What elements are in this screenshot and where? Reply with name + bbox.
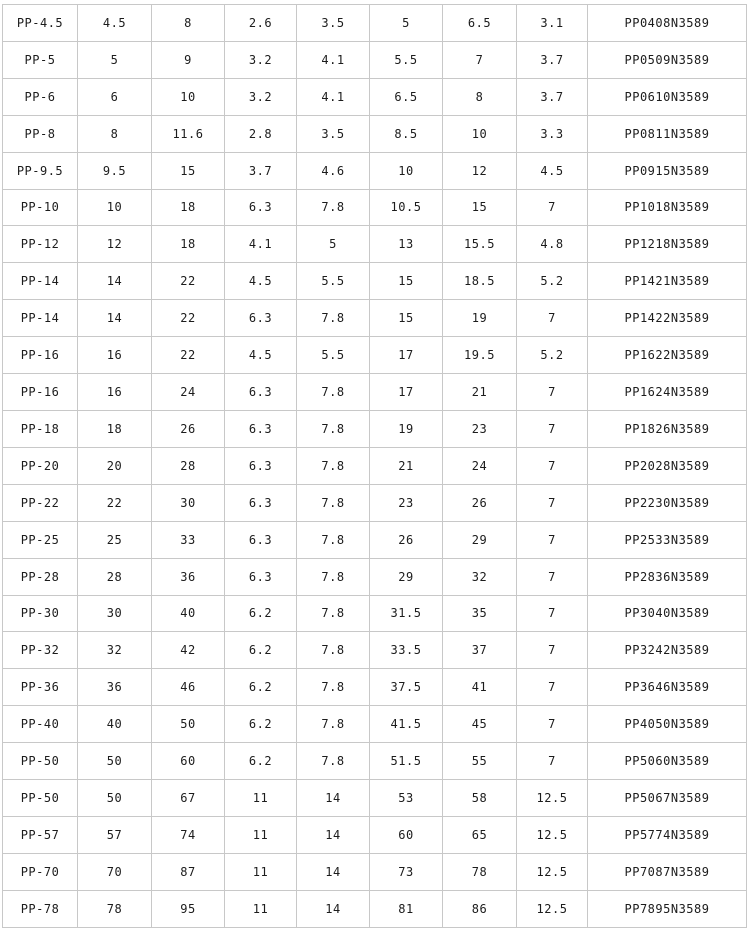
table-cell: PP-18: [3, 410, 78, 447]
table-cell: 36: [152, 558, 225, 595]
table-cell: PP-28: [3, 558, 78, 595]
table-cell: 4.6: [297, 152, 370, 189]
table-cell: 19: [370, 410, 443, 447]
table-cell: 7.8: [297, 743, 370, 780]
table-cell: 7.8: [297, 410, 370, 447]
table-cell: 25: [78, 521, 152, 558]
table-cell: 7: [517, 189, 588, 226]
table-cell: 7.8: [297, 706, 370, 743]
table-cell: PP-36: [3, 669, 78, 706]
table-row: [3, 300, 747, 337]
table-cell: 7: [517, 374, 588, 411]
table-cell: 10: [78, 189, 152, 226]
table-cell: PP-8: [3, 115, 78, 152]
table-row: [3, 226, 747, 263]
table-cell: 18: [152, 226, 225, 263]
table-cell: 33: [152, 521, 225, 558]
table-cell: 74: [152, 816, 225, 853]
table-cell: 7: [517, 447, 588, 484]
table-cell: PP-78: [3, 890, 78, 927]
table-row: [3, 706, 747, 743]
table-cell: 73: [370, 853, 443, 890]
table-cell: 5: [297, 226, 370, 263]
table-cell: 6.3: [225, 558, 297, 595]
table-cell: 50: [78, 743, 152, 780]
table-cell: 6.2: [225, 669, 297, 706]
table-cell: 3.5: [297, 5, 370, 42]
table-cell: 58: [443, 780, 517, 817]
table-cell: 3.3: [517, 115, 588, 152]
table-cell: 22: [152, 263, 225, 300]
table-cell: PP5067N3589: [588, 780, 747, 817]
table-cell: 10: [152, 78, 225, 115]
table-cell: 11: [225, 853, 297, 890]
table-cell: 7.8: [297, 558, 370, 595]
table-cell: 6.3: [225, 300, 297, 337]
table-cell: 12.5: [517, 890, 588, 927]
table-cell: 16: [78, 374, 152, 411]
product-spec-table: [2, 4, 747, 928]
table-cell: PP0408N3589: [588, 5, 747, 42]
table-cell: 41.5: [370, 706, 443, 743]
table-cell: 17: [370, 374, 443, 411]
table-cell: 28: [152, 447, 225, 484]
table-cell: 4.1: [297, 41, 370, 78]
table-cell: 11: [225, 890, 297, 927]
table-cell: PP-32: [3, 632, 78, 669]
table-row: [3, 780, 747, 817]
table-cell: 12: [443, 152, 517, 189]
table-cell: 14: [297, 816, 370, 853]
table-cell: PP-50: [3, 743, 78, 780]
table-cell: 5.5: [370, 41, 443, 78]
table-cell: 7: [517, 706, 588, 743]
table-cell: 5.5: [297, 263, 370, 300]
table-cell: 3.2: [225, 78, 297, 115]
table-cell: 3.2: [225, 41, 297, 78]
table-cell: 4.1: [225, 226, 297, 263]
table-row: [3, 853, 747, 890]
table-cell: 7: [517, 632, 588, 669]
table-cell: 6.2: [225, 595, 297, 632]
table-cell: 8: [152, 5, 225, 42]
table-cell: 37.5: [370, 669, 443, 706]
table-cell: PP-50: [3, 780, 78, 817]
table-cell: 6.3: [225, 410, 297, 447]
table-cell: 30: [78, 595, 152, 632]
table-cell: 24: [152, 374, 225, 411]
table-cell: PP2230N3589: [588, 484, 747, 521]
table-cell: PP2028N3589: [588, 447, 747, 484]
table-cell: 28: [78, 558, 152, 595]
table-cell: PP-16: [3, 337, 78, 374]
table-cell: 31.5: [370, 595, 443, 632]
table-cell: 6.3: [225, 484, 297, 521]
table-cell: 6.2: [225, 632, 297, 669]
table-cell: PP-9.5: [3, 152, 78, 189]
table-cell: 6.3: [225, 189, 297, 226]
table-cell: 35: [443, 595, 517, 632]
table-cell: 13: [370, 226, 443, 263]
table-cell: 8: [78, 115, 152, 152]
table-cell: PP0509N3589: [588, 41, 747, 78]
table-cell: 14: [297, 853, 370, 890]
table-cell: PP-40: [3, 706, 78, 743]
table-cell: 22: [78, 484, 152, 521]
table-cell: PP-6: [3, 78, 78, 115]
table-cell: 21: [370, 447, 443, 484]
table-cell: 2.6: [225, 5, 297, 42]
table-cell: 26: [152, 410, 225, 447]
table-row: [3, 521, 747, 558]
table-cell: 12.5: [517, 780, 588, 817]
table-cell: 11.6: [152, 115, 225, 152]
table-row: [3, 890, 747, 927]
table-cell: 11: [225, 780, 297, 817]
table-cell: 7: [517, 410, 588, 447]
table-cell: 7: [517, 521, 588, 558]
table-cell: 3.7: [517, 78, 588, 115]
table-cell: 86: [443, 890, 517, 927]
table-cell: 32: [78, 632, 152, 669]
table-cell: 3.7: [517, 41, 588, 78]
table-cell: PP1218N3589: [588, 226, 747, 263]
table-cell: 7: [517, 558, 588, 595]
table-row: [3, 669, 747, 706]
table-cell: 14: [297, 890, 370, 927]
table-cell: 4.5: [78, 5, 152, 42]
table-row: [3, 78, 747, 115]
table-cell: 19.5: [443, 337, 517, 374]
table-cell: 7: [517, 669, 588, 706]
table-cell: 5.5: [297, 337, 370, 374]
table-cell: 53: [370, 780, 443, 817]
table-cell: 60: [370, 816, 443, 853]
table-cell: 67: [152, 780, 225, 817]
table-cell: 10: [443, 115, 517, 152]
table-row: [3, 558, 747, 595]
table-cell: PP1422N3589: [588, 300, 747, 337]
table-cell: 7: [517, 743, 588, 780]
table-cell: 50: [78, 780, 152, 817]
table-cell: 8: [443, 78, 517, 115]
table-cell: 37: [443, 632, 517, 669]
table-row: [3, 5, 747, 42]
table-cell: 57: [78, 816, 152, 853]
table-cell: 40: [152, 595, 225, 632]
table-cell: 65: [443, 816, 517, 853]
table-cell: PP-70: [3, 853, 78, 890]
table-cell: 78: [443, 853, 517, 890]
table-cell: 20: [78, 447, 152, 484]
table-cell: 15: [152, 152, 225, 189]
table-cell: 7.8: [297, 189, 370, 226]
table-cell: 15: [370, 263, 443, 300]
table-cell: 7: [517, 484, 588, 521]
table-cell: 18.5: [443, 263, 517, 300]
table-cell: 7.8: [297, 300, 370, 337]
table-cell: 22: [152, 300, 225, 337]
table-row: [3, 41, 747, 78]
table-cell: 7.8: [297, 669, 370, 706]
table-cell: 7.8: [297, 447, 370, 484]
table-cell: 10.5: [370, 189, 443, 226]
table-cell: 87: [152, 853, 225, 890]
table-row: [3, 410, 747, 447]
table-cell: PP-14: [3, 300, 78, 337]
table-cell: 17: [370, 337, 443, 374]
table-cell: 95: [152, 890, 225, 927]
table-row: [3, 263, 747, 300]
table-cell: 45: [443, 706, 517, 743]
table-cell: 12.5: [517, 853, 588, 890]
table-cell: 42: [152, 632, 225, 669]
table-cell: 19: [443, 300, 517, 337]
table-cell: PP-20: [3, 447, 78, 484]
table-cell: 5: [370, 5, 443, 42]
table-cell: 6.3: [225, 374, 297, 411]
table-cell: 3.5: [297, 115, 370, 152]
table-cell: 22: [152, 337, 225, 374]
table-cell: 7: [517, 595, 588, 632]
table-cell: 70: [78, 853, 152, 890]
table-cell: 6.2: [225, 706, 297, 743]
table-cell: 16: [78, 337, 152, 374]
table-cell: PP-57: [3, 816, 78, 853]
table-cell: 5: [78, 41, 152, 78]
table-cell: 78: [78, 890, 152, 927]
table-cell: 81: [370, 890, 443, 927]
table-cell: 12.5: [517, 816, 588, 853]
table-cell: 33.5: [370, 632, 443, 669]
table-row: [3, 816, 747, 853]
table-cell: 15.5: [443, 226, 517, 263]
table-cell: 10: [370, 152, 443, 189]
table-cell: PP-14: [3, 263, 78, 300]
table-cell: 7.8: [297, 484, 370, 521]
table-cell: 4.5: [517, 152, 588, 189]
table-cell: 29: [370, 558, 443, 595]
table-cell: PP2533N3589: [588, 521, 747, 558]
table-cell: PP0915N3589: [588, 152, 747, 189]
table-row: [3, 189, 747, 226]
table-cell: 7.8: [297, 374, 370, 411]
table-row: [3, 152, 747, 189]
table-cell: PP1826N3589: [588, 410, 747, 447]
table-cell: 60: [152, 743, 225, 780]
table-cell: PP7087N3589: [588, 853, 747, 890]
table-cell: PP0610N3589: [588, 78, 747, 115]
table-cell: PP-25: [3, 521, 78, 558]
table-cell: PP3646N3589: [588, 669, 747, 706]
table-cell: 3.1: [517, 5, 588, 42]
table-cell: PP4050N3589: [588, 706, 747, 743]
table-cell: PP1018N3589: [588, 189, 747, 226]
table-cell: PP-16: [3, 374, 78, 411]
table-cell: 23: [443, 410, 517, 447]
table-cell: 26: [443, 484, 517, 521]
table-row: [3, 447, 747, 484]
table-cell: 3.7: [225, 152, 297, 189]
table-row: [3, 743, 747, 780]
table-cell: 32: [443, 558, 517, 595]
table-cell: 15: [370, 300, 443, 337]
table-cell: 9: [152, 41, 225, 78]
table-row: [3, 115, 747, 152]
table-cell: PP-22: [3, 484, 78, 521]
table-cell: 6.3: [225, 521, 297, 558]
table-cell: PP7895N3589: [588, 890, 747, 927]
table-cell: PP-4.5: [3, 5, 78, 42]
table-cell: 14: [78, 300, 152, 337]
table-cell: PP1624N3589: [588, 374, 747, 411]
table-cell: 14: [78, 263, 152, 300]
table-cell: PP-10: [3, 189, 78, 226]
table-cell: 36: [78, 669, 152, 706]
table-cell: PP3040N3589: [588, 595, 747, 632]
table-cell: 41: [443, 669, 517, 706]
table-cell: 5.2: [517, 263, 588, 300]
table-cell: 8.5: [370, 115, 443, 152]
table-cell: 14: [297, 780, 370, 817]
table-cell: 6: [78, 78, 152, 115]
table-cell: 18: [78, 410, 152, 447]
table-cell: 40: [78, 706, 152, 743]
table-cell: PP-30: [3, 595, 78, 632]
table-cell: 46: [152, 669, 225, 706]
table-row: [3, 595, 747, 632]
table-cell: PP0811N3589: [588, 115, 747, 152]
table-row: [3, 484, 747, 521]
table-cell: PP5774N3589: [588, 816, 747, 853]
table-cell: 18: [152, 189, 225, 226]
table-cell: 50: [152, 706, 225, 743]
table-cell: 6.5: [370, 78, 443, 115]
table-cell: 2.8: [225, 115, 297, 152]
table-cell: 6.3: [225, 447, 297, 484]
table-cell: 30: [152, 484, 225, 521]
table-cell: PP-5: [3, 41, 78, 78]
table-cell: 29: [443, 521, 517, 558]
table-row: [3, 374, 747, 411]
table-cell: 7.8: [297, 595, 370, 632]
table-row: [3, 337, 747, 374]
table-cell: 4.8: [517, 226, 588, 263]
table-cell: 4.1: [297, 78, 370, 115]
table-cell: 5.2: [517, 337, 588, 374]
table-cell: 15: [443, 189, 517, 226]
table-cell: PP5060N3589: [588, 743, 747, 780]
table-cell: 4.5: [225, 337, 297, 374]
table-cell: PP-12: [3, 226, 78, 263]
table-cell: 12: [78, 226, 152, 263]
table-body: [3, 5, 747, 928]
table-cell: 21: [443, 374, 517, 411]
table-cell: 6.5: [443, 5, 517, 42]
table-row: [3, 632, 747, 669]
table-cell: 51.5: [370, 743, 443, 780]
table-cell: 7.8: [297, 632, 370, 669]
table-cell: PP1622N3589: [588, 337, 747, 374]
table-cell: 55: [443, 743, 517, 780]
table-cell: 26: [370, 521, 443, 558]
table-cell: 4.5: [225, 263, 297, 300]
table-cell: PP3242N3589: [588, 632, 747, 669]
table-cell: 7.8: [297, 521, 370, 558]
table-cell: 9.5: [78, 152, 152, 189]
table-cell: 24: [443, 447, 517, 484]
table-cell: 6.2: [225, 743, 297, 780]
table-cell: 7: [443, 41, 517, 78]
table-cell: PP1421N3589: [588, 263, 747, 300]
table-cell: PP2836N3589: [588, 558, 747, 595]
table-cell: 7: [517, 300, 588, 337]
table-cell: 23: [370, 484, 443, 521]
table-cell: 11: [225, 816, 297, 853]
